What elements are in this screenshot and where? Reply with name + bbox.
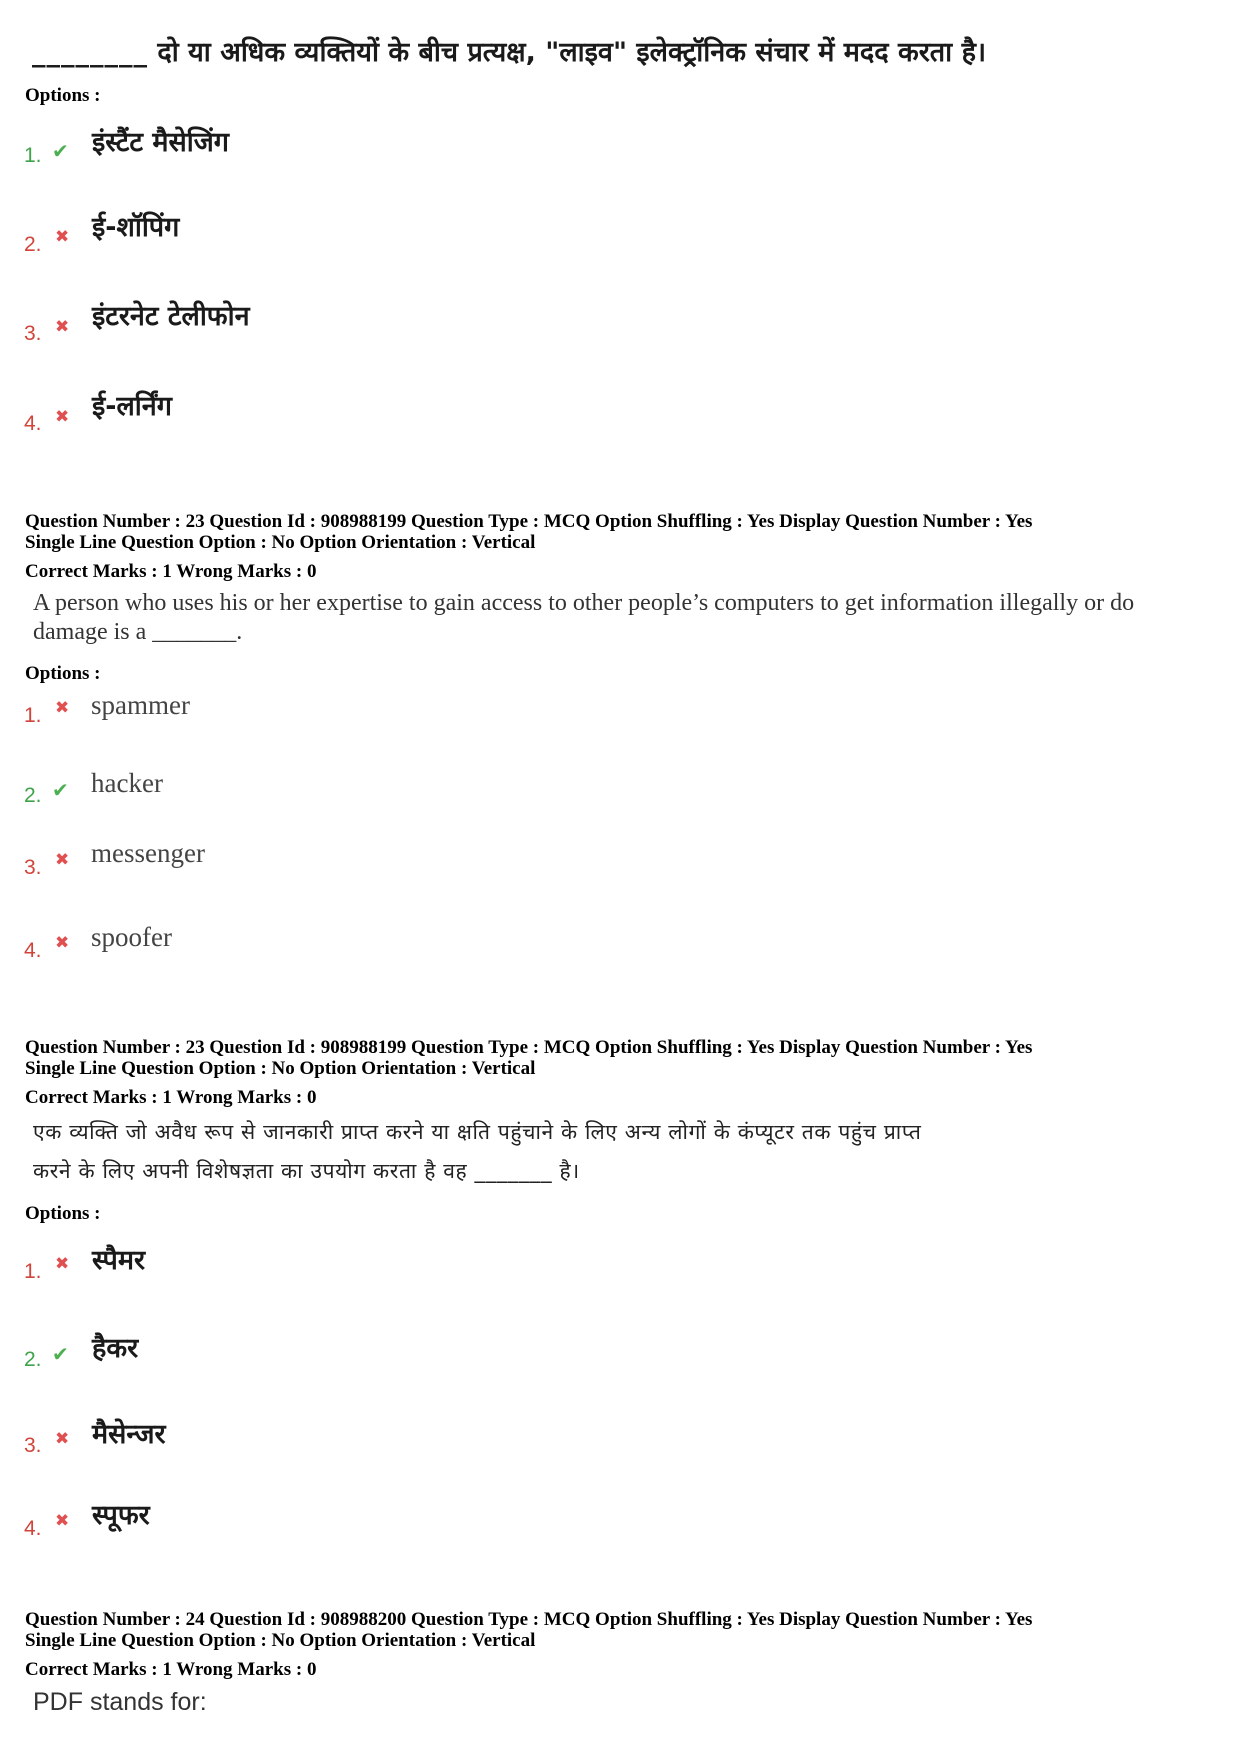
option-text: ई-लर्निंग (92, 391, 172, 422)
wrong-cross-icon: ✖ (55, 227, 70, 247)
q23-en-question-line-2: damage is a _______. (33, 619, 243, 645)
option-text: hacker (91, 768, 163, 798)
option-number: 1. (24, 704, 42, 727)
option-number: 3. (24, 322, 42, 345)
option-number: 1. (24, 144, 42, 167)
wrong-cross-icon: ✖ (55, 1254, 70, 1274)
q23-en-marks: Correct Marks : 1 Wrong Marks : 0 (25, 561, 317, 582)
wrong-cross-icon: ✖ (55, 850, 70, 870)
q23-hi-meta-line-1: Question Number : 23 Question Id : 908988199 Question Type : MCQ Option Shuffling : Yes Display Question Number : Yes (25, 1037, 1033, 1058)
q23-hi-options-label: Options : (25, 1203, 101, 1224)
correct-check-icon: ✔ (52, 139, 69, 163)
option-text: स्पैमर (92, 1245, 146, 1276)
q22-blank: ________ (32, 37, 148, 68)
q23-en-question-line-1: A person who uses his or her expertise to gain access to other people’s computers to get information illegally or do (33, 590, 1135, 616)
option-number: 4. (24, 1517, 42, 1540)
option-number: 3. (24, 1434, 42, 1457)
q22-question-text: दो या अधिक व्यक्तियों के बीच प्रत्यक्ष, "लाइव" इलेक्ट्रॉनिक संचार में मदद करता है। (157, 37, 987, 68)
option-text: हैकर (92, 1333, 139, 1364)
option-text: spammer (91, 690, 190, 720)
option-number: 2. (24, 233, 42, 256)
wrong-cross-icon: ✖ (55, 933, 70, 953)
q23-hi-question-line-1: एक व्यक्ति जो अवैध रूप से जानकारी प्राप्त करने या क्षति पहुंचाने के लिए अन्य लोगों के कंप्यूटर तक पहुंच प्राप्त (33, 1120, 922, 1144)
option-number: 4. (24, 412, 42, 435)
option-number: 3. (24, 856, 42, 879)
option-text: ई-शॉपिंग (92, 212, 180, 243)
q23-en-meta-line-1: Question Number : 23 Question Id : 908988199 Question Type : MCQ Option Shuffling : Yes Display Question Number : Yes (25, 511, 1033, 532)
option-number: 1. (24, 1260, 42, 1283)
option-number: 2. (24, 1348, 42, 1371)
q22-options-label: Options : (25, 85, 101, 106)
correct-check-icon: ✔ (52, 1342, 69, 1366)
option-text: spoofer (91, 922, 172, 952)
wrong-cross-icon: ✖ (55, 407, 70, 427)
q22-hindi-question (32, 32, 1222, 69)
option-text: मैसेन्जर (92, 1419, 166, 1450)
wrong-cross-icon: ✖ (55, 1511, 70, 1531)
q24-en-question-text: PDF stands for: (33, 1688, 207, 1716)
wrong-cross-icon: ✖ (55, 1429, 70, 1449)
option-text: स्पूफर (92, 1500, 150, 1531)
correct-check-icon: ✔ (52, 778, 69, 802)
q24-en-marks: Correct Marks : 1 Wrong Marks : 0 (25, 1659, 317, 1680)
wrong-cross-icon: ✖ (55, 317, 70, 337)
q23-en-meta-line-2: Single Line Question Option : No Option Orientation : Vertical (25, 532, 536, 553)
option-text: messenger (91, 838, 205, 868)
option-number: 2. (24, 784, 42, 807)
wrong-cross-icon: ✖ (55, 698, 70, 718)
option-number: 4. (24, 939, 42, 962)
option-text: इंटरनेट टेलीफोन (92, 301, 250, 332)
q23-hi-question-line-2: करने के लिए अपनी विशेषज्ञता का उपयोग करता है वह _______ है। (33, 1159, 580, 1183)
q24-en-meta-line-2: Single Line Question Option : No Option Orientation : Vertical (25, 1630, 536, 1651)
q23-en-options-label: Options : (25, 663, 101, 684)
q23-hi-meta-line-2: Single Line Question Option : No Option Orientation : Vertical (25, 1058, 536, 1079)
option-text: इंस्टैंट मैसेजिंग (92, 127, 230, 158)
q24-en-meta-line-1: Question Number : 24 Question Id : 908988200 Question Type : MCQ Option Shuffling : Yes Display Question Number : Yes (25, 1609, 1033, 1630)
q23-hi-marks: Correct Marks : 1 Wrong Marks : 0 (25, 1087, 317, 1108)
